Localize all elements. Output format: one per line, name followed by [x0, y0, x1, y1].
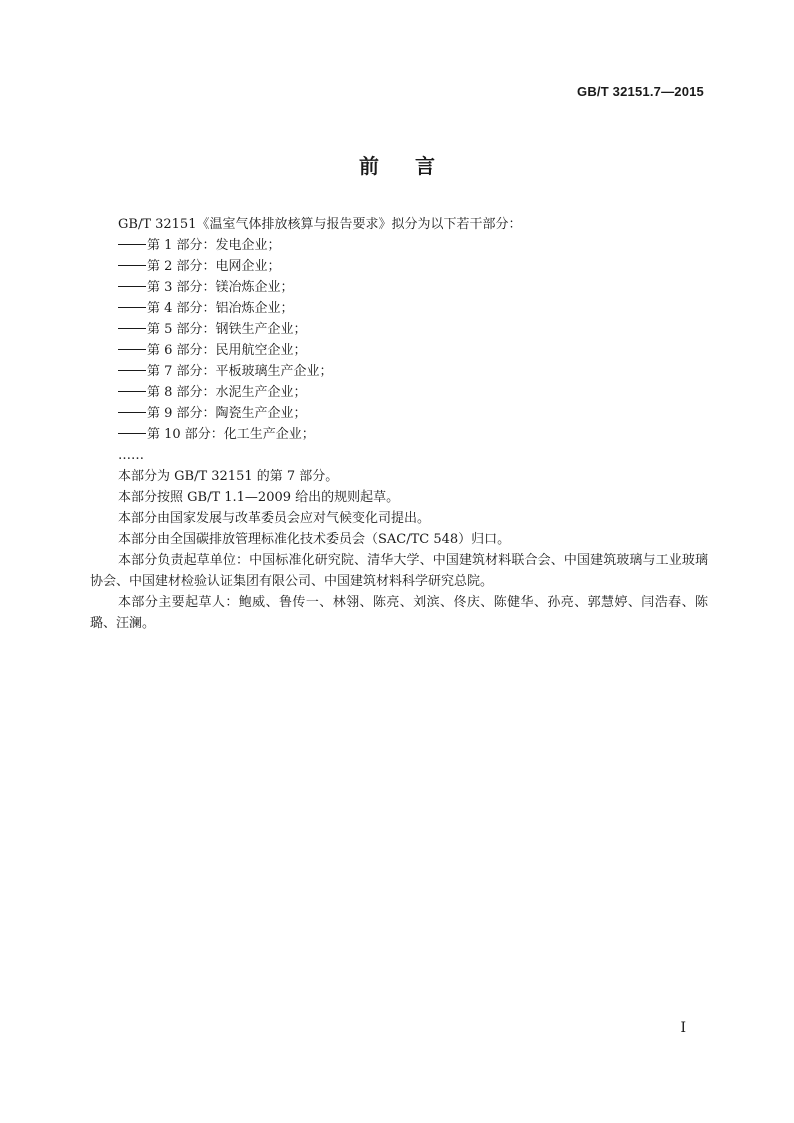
dash-icon	[118, 244, 146, 245]
list-item: 第 8 部分：水泥生产企业；	[90, 382, 708, 403]
list-item: 第 5 部分：钢铁生产企业；	[90, 319, 708, 340]
page-number: I	[680, 1020, 686, 1036]
list-item: 第 10 部分：化工生产企业；	[90, 424, 708, 445]
dash-icon	[118, 286, 146, 287]
list-item: 第 6 部分：民用航空企业；	[90, 340, 708, 361]
list-item: 第 7 部分：平板玻璃生产企业；	[90, 361, 708, 382]
dash-icon	[118, 391, 146, 392]
list-item: 第 4 部分：铝冶炼企业；	[90, 298, 708, 319]
list-item: 第 2 部分：电网企业；	[90, 256, 708, 277]
dash-icon	[118, 307, 146, 308]
paragraph-administrator: 本部分由全国碳排放管理标准化技术委员会（SAC/TC 548）归口。	[118, 532, 511, 547]
foreword-body	[90, 214, 708, 634]
dash-icon	[118, 433, 146, 434]
list-ellipsis: ……	[118, 448, 144, 463]
standard-code: GB/T 32151.7—2015	[577, 84, 704, 99]
paragraph-drafting-units: 本部分负责起草单位：中国标准化研究院、清华大学、中国建筑材料联合会、中国建筑玻璃与工业玻璃协会、中国建材检验认证集团有限公司、中国建筑材料科学研究总院。	[90, 553, 708, 589]
dash-icon	[118, 412, 146, 413]
paragraph-proposer: 本部分由国家发展与改革委员会应对气候变化司提出。	[118, 511, 431, 526]
intro-paragraph: GB/T 32151《温室气体排放核算与报告要求》拟分为以下若干部分：	[118, 217, 522, 232]
list-item: 第 1 部分：发电企业；	[90, 235, 708, 256]
list-item: 第 3 部分：镁冶炼企业；	[90, 277, 708, 298]
dash-icon	[118, 265, 146, 266]
page-title: 前言	[359, 154, 471, 178]
paragraph-drafting-rules: 本部分按照 GB/T 1.1—2009 给出的规则起草。	[118, 490, 400, 505]
list-item: 第 9 部分：陶瓷生产企业；	[90, 403, 708, 424]
paragraph-drafters: 本部分主要起草人：鲍威、鲁传一、林翎、陈亮、刘滨、佟庆、陈健华、孙亮、郭慧婷、闫浩春、陈璐、汪澜。	[90, 595, 708, 631]
dash-icon	[118, 349, 146, 350]
dash-icon	[118, 370, 146, 371]
parts-list	[90, 235, 708, 466]
paragraph-part-number: 本部分为 GB/T 32151 的第 7 部分。	[118, 469, 339, 484]
dash-icon	[118, 328, 146, 329]
